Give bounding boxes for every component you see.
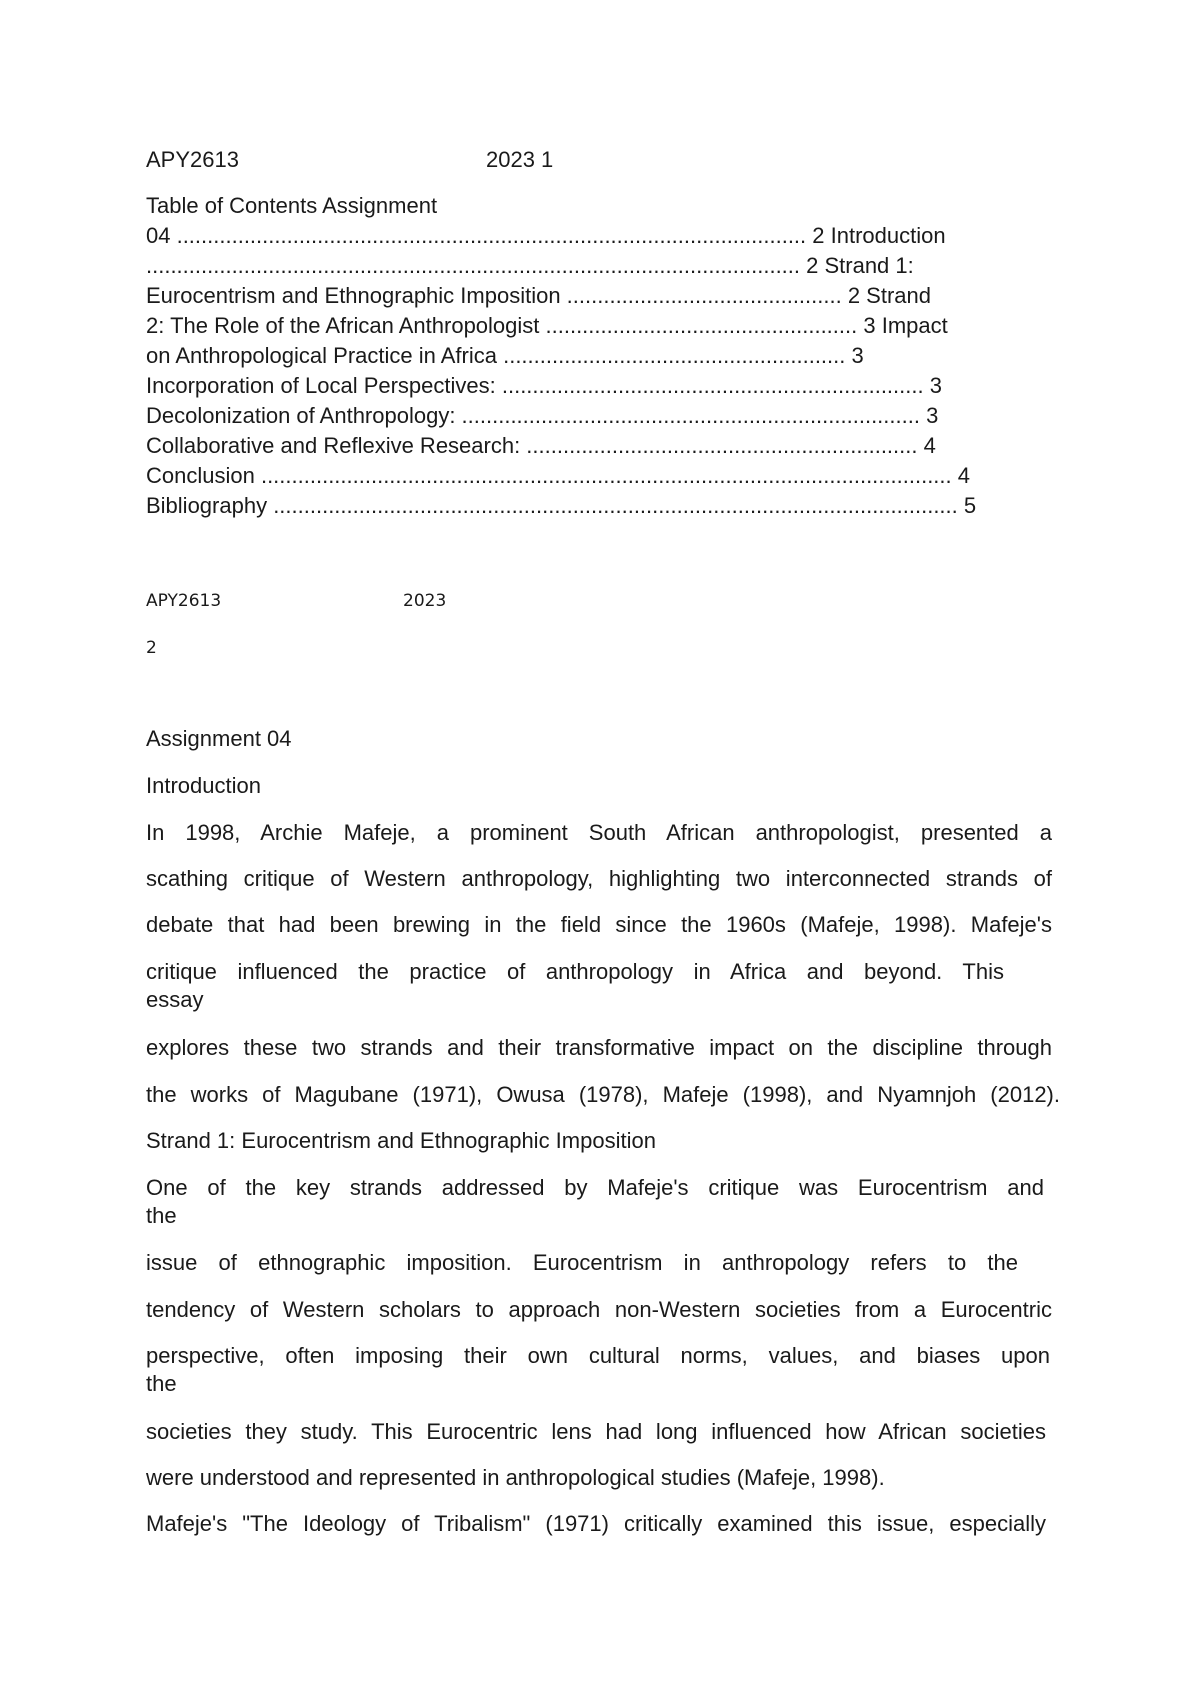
toc-line: Eurocentrism and Ethnographic Imposition ............................................. 2 Strand — [146, 283, 931, 308]
paragraph-line: the works of Magubane (1971), Owusa (1978), Mafeje (1998), and Nyamnjoh (2012). — [146, 1082, 1060, 1107]
toc-line: 2: The Role of the African Anthropologist ................................................... 3 Impact — [146, 313, 948, 338]
header-year: 2023 1 — [486, 147, 554, 172]
toc-line: on Anthropological Practice in Africa ........................................................ 3 — [146, 343, 864, 368]
paragraph-line: tendency of Western scholars to approach non-Western societies from a Eurocentric — [146, 1297, 1052, 1322]
strand1-heading: Strand 1: Eurocentrism and Ethnographic Imposition — [146, 1128, 656, 1153]
toc-line: Conclusion ................................................................................................................. 4 — [146, 463, 970, 488]
paragraph-line: scathing critique of Western anthropology, highlighting two interconnected strands of — [146, 866, 1052, 891]
paragraph-line: In 1998, Archie Mafeje, a prominent South African anthropologist, presented a — [146, 820, 1052, 845]
header-course-code: APY2613 — [146, 147, 239, 172]
paragraph-line: perspective, often imposing their own cultural norms, values, and biases upon — [146, 1343, 1050, 1368]
paragraph-line: One of the key strands addressed by Mafeje's critique was Eurocentrism and — [146, 1175, 1044, 1200]
page2-course-code: APY2613 — [146, 591, 222, 611]
paragraph-line: essay — [146, 987, 204, 1012]
toc-line: ........................................................................................................... 2 Strand 1: — [146, 253, 914, 278]
page-number: 2 — [146, 638, 157, 658]
paragraph-line: the — [146, 1203, 177, 1228]
paragraph-line: explores these two strands and their transformative impact on the discipline through — [146, 1035, 1052, 1060]
paragraph-line: societies they study. This Eurocentric lens had long influenced how African societies — [146, 1419, 1046, 1444]
intro-heading: Introduction — [146, 773, 261, 798]
toc-line: Incorporation of Local Perspectives: ..................................................................... 3 — [146, 373, 942, 398]
paragraph-line: Mafeje's "The Ideology of Tribalism" (1971) critically examined this issue, especially — [146, 1511, 1046, 1536]
paragraph-line: the — [146, 1371, 177, 1396]
paragraph-line: debate that had been brewing in the field since the 1960s (Mafeje, 1998). Mafeje's — [146, 912, 1052, 937]
toc-line: Table of Contents Assignment — [146, 193, 438, 218]
paragraph-line: critique influenced the practice of anthropology in Africa and beyond. This — [146, 959, 1004, 984]
toc-line: Bibliography ................................................................................................................ 5 — [146, 493, 977, 518]
toc-line: Collaborative and Reflexive Research: ................................................................ 4 — [146, 433, 936, 458]
paragraph-line: were understood and represented in anthropological studies (Mafeje, 1998). — [146, 1465, 885, 1490]
paragraph-line: issue of ethnographic imposition. Eurocentrism in anthropology refers to the — [146, 1250, 1018, 1275]
assignment-title: Assignment 04 — [146, 726, 292, 751]
toc-line: Decolonization of Anthropology: ........................................................................... 3 — [146, 403, 939, 428]
toc-line: 04 ....................................................................................................... 2 Introduction — [146, 223, 946, 248]
page2-year: 2023 — [403, 591, 447, 611]
